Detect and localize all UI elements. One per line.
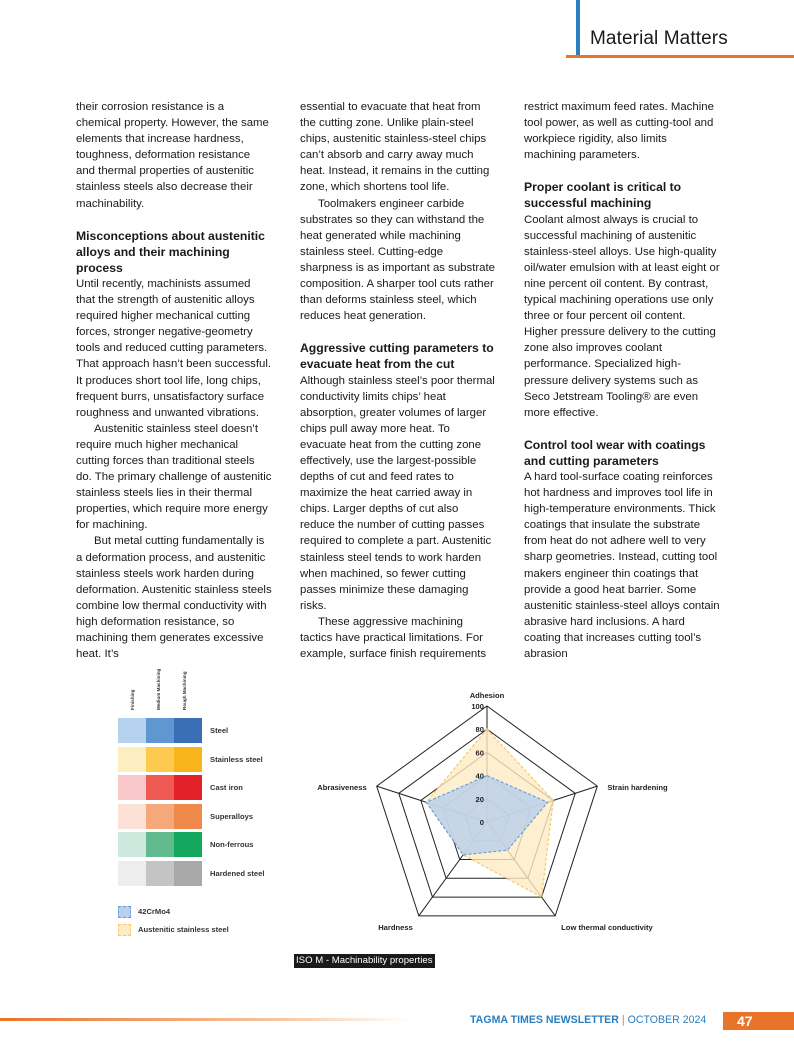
radar-axis-label: Strain hardening [607,783,668,793]
matrix-cell [118,832,146,857]
issue-date: OCTOBER 2024 [627,1014,707,1026]
matrix-row-label: Steel [210,726,229,735]
matrix-cell [174,775,202,800]
matrix-row-label: Non-ferrous [210,840,254,849]
matrix-row-label: Superalloys [210,811,254,821]
section-heading: Control tool wear with coatings and cutting parameters [524,437,706,468]
paragraph: Austenitic stainless steel doesn’t require much higher mechanical cutting forces than traditional steels do. The primary challenge of austenitic stainless steels lies in their thermal properties, which require more energy for machining. [76,422,272,532]
paragraph: Although stainless steel’s poor thermal conductivity limits chips’ heat absorption, greater volumes of larger chips pull away more heat. To evacuate heat from the cutting zone effectively, use the largest-possible depths of cut and feed rates to maximize the heat carried away in chips. Larger depths of cut also reduce the number of cutting passes required to complete a part. Austenitic stainless steel tends to work harden when machined, so fewer cutting passes minimize these damaging risks. [300,374,495,612]
matrix-cell [174,832,202,857]
page-number: 47 [737,1013,753,1029]
radar-tick-label: 100 [471,702,484,711]
radar-axis-label: Hardness [378,922,413,932]
paragraph: These aggressive machining tactics have practical limitations. For example, surface finish requirements [300,615,487,661]
article-column-1 [76,99,272,662]
matrix-header-medium: Medium Machining [156,668,161,710]
radar-tick-label: 40 [475,771,484,781]
matrix-cell [146,775,174,800]
matrix-cell [174,718,202,743]
radar-series [426,729,553,897]
matrix-row-label: Cast iron [210,783,243,792]
section-heading: Aggressive cutting parameters to evacuate heat from the cut [300,341,494,372]
radar-tick-label: 60 [475,748,484,758]
matrix-cell [146,804,174,829]
section-heading: Misconceptions about austenitic alloys and their machining process [76,228,265,275]
paragraph: essential to evacuate that heat from the cutting zone. Unlike plain-steel chips, austenitic stainless-steel chips can’t absorb and carry away much heat. Instead, it remains in the cutting zone, which shortens tool life. [300,101,490,194]
matrix-cell [146,832,174,857]
section-title: Material Matters [590,28,728,49]
article-column-3 [524,99,720,662]
header-underline [566,55,794,58]
radar-axis-label: Adhesion [469,691,505,700]
paragraph: their corrosion resistance is a chemical property. However, the same elements that increase hardness, toughness, deformation resistance and thermal properties of austenitic stainless steels also decrease their machinability. [76,101,269,210]
footer-rule [0,1018,410,1021]
footer-publication [470,1014,706,1026]
paragraph: Coolant almost always is crucial to successful machining of austenitic stainless-steel alloys. Use high-quality oil/water emulsion with at least eight or nine percent oil content. By contrast, typical machining operations use only three or four percent oil content. Higher pressure delivery to the cutting zone also improves coolant performance. Specialized high-pressure delivery systems such as Seco Jetstream Tooling® are even more effective. [524,213,720,419]
legend-swatch-austenitic [118,924,131,936]
matrix-cell [146,718,174,743]
matrix-cell [118,861,146,886]
matrix-row-label: Hardened steel [210,868,265,878]
radar-tick-label: 80 [475,725,484,735]
matrix-header-finishing: Finishing [130,689,135,710]
article-column-2 [300,99,496,662]
publication-name: TAGMA TIMES NEWSLETTER [470,1014,619,1026]
machinability-figure [112,668,682,942]
paragraph: Toolmakers engineer carbide substrates so they can withstand the heat generated while machining stainless steel. Cutting-edge sharpness is as important as substrate composition. A sharper tool cuts rather than deforms stainless steel, which reduces heat generation. [300,197,495,323]
matrix-header-rough: Rough Machining [182,671,187,710]
matrix-cell [118,775,146,800]
matrix-cell [118,747,146,772]
legend-label-42crmo4: 42CrMo4 [138,907,171,916]
radar-chart [312,680,682,942]
figure-caption: ISO M - Machinability properties [296,955,433,966]
matrix-cell [146,861,174,886]
paragraph: restrict maximum feed rates. Machine tool power, as well as cutting-tool and workpiece rigidity, also limits machining parameters. [524,101,714,162]
matrix-cell [118,804,146,829]
paragraph: But metal cutting fundamentally is a deformation process, and austenitic stainless steels work harden during deformation. Austenitic stainless steels combine low thermal conductivity with high deformation resistance, so machining them generates excessive heat. It’s [76,535,272,661]
matrix-cell [174,861,202,886]
paragraph: A hard tool-surface coating reinforces hot hardness and improves tool life in high-temperature environments. Thick coatings that insulate the substrate from heat do not adhere well to very sharp geometries. Instead, cutting tool makers engineer thin coatings that provide a good heat barrier. Some austenitic stainless-steel alloys contain abrasive hard inclusions. A hard coating that increases cutting tool’s abrasion [524,470,720,660]
page-number-badge [723,1012,794,1030]
matrix-cell [174,804,202,829]
matrix-row-label: Stainless steel [210,754,263,764]
header-accent-bar [576,0,580,58]
radar-axis-label: Abrasiveness [317,783,367,793]
paragraph: Until recently, machinists assumed that the strength of austenitic alloys required higher mechanical cutting forces, stronger negative-geometry tools and reduced cutting parameters. That approach hasn’t been successful. It produces short tool life, long chips, frequent burrs, unsatisfactory surface roughness and unwanted vibrations. [76,277,272,419]
matrix-cell [146,747,174,772]
radar-axis-label: Low thermal conductivity [561,922,653,932]
radar-tick-label: 0 [479,818,484,827]
footer-separator: | [621,1014,625,1026]
legend-label-austenitic: Austenitic stainless steel [138,925,229,934]
matrix-cell [174,747,202,772]
matrix-cell [118,718,146,743]
legend-swatch-42crmo4 [118,906,131,918]
radar-tick-label: 20 [475,794,484,804]
section-heading: Proper coolant is critical to successful machining [524,180,682,211]
